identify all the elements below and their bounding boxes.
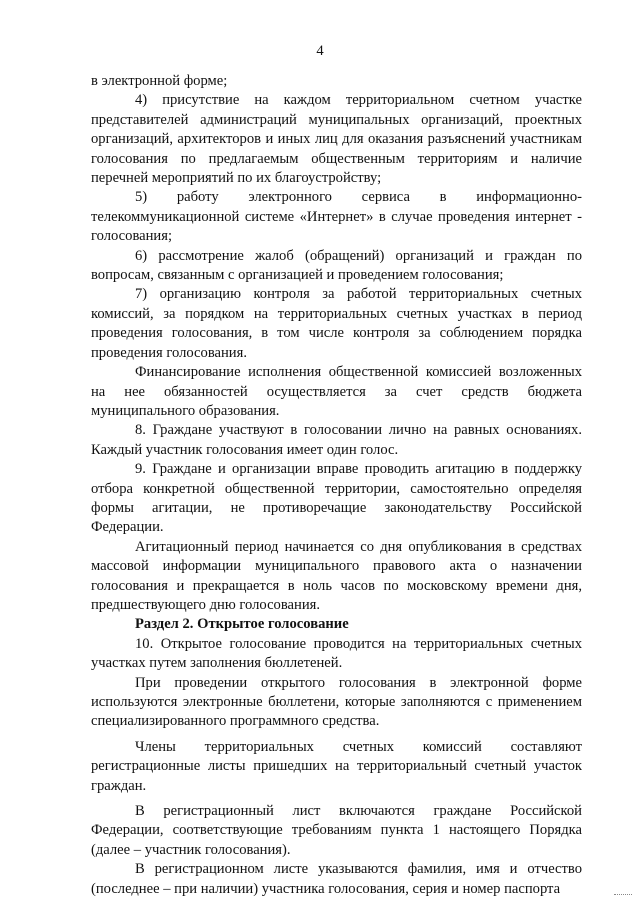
- paragraph-item-7: 7) организацию контроля за работой территориальных счетных комиссий, за порядком на территориальных счетных участках в период проведения голосования, в том числе контроля за соблюдением порядка проведения голосования.: [91, 286, 582, 361]
- paragraph-agitation-period: Агитационный период начинается со дня опубликования в средствах массовой информации муниципального правового акта о назначении голосования и прекращается в ноль часов по московскому времени дня, предшествующего дню голосования.: [91, 538, 582, 613]
- paragraph-registration-details: В регистрационном листе указываются фамилия, имя и отчество (последнее – при наличии) участника голосования, серия и номер паспорта: [91, 861, 582, 897]
- paragraph-electronic-voting: При проведении открытого голосования в электронной форме используются электронные бюллетени, которые заполняются с применением специализированного программного средства.: [91, 674, 582, 730]
- paragraph-item-5: 5) работу электронного сервиса в информационно-телекоммуникационной системе «Интернет» в случае проведения интернет - голосования;: [91, 189, 582, 245]
- paragraph-clause-9: 9. Граждане и организации вправе проводить агитацию в поддержку отбора конкретной общественной территории, самостоятельно определяя формы агитации, не противоречащие законодательству Российской Федерации.: [91, 461, 582, 536]
- section-title: Раздел 2. Открытое голосование: [135, 616, 349, 633]
- paragraph-financing: Финансирование исполнения общественной комиссией возложенных на нее обязанностей осуществляется за счет средств бюджета муниципального образования.: [91, 364, 582, 419]
- page-number: 4: [316, 43, 324, 59]
- paragraph-commission-members: Члены территориальных счетных комиссий составляют регистрационные листы пришедших на территориальный счетный участок граждан.: [91, 738, 582, 794]
- scan-artifact: [614, 894, 632, 899]
- paragraph-item-6: 6) рассмотрение жалоб (обращений) организаций и граждан по вопросам, связанным с организацией и проведением голосования;: [91, 247, 582, 284]
- paragraph: в электронной форме;: [91, 73, 228, 89]
- paragraph-item-4: 4) присутствие на каждом территориальном счетном участке представителей администраций муниципальных организаций, проектных организаций, архитекторов и иных лиц для оказания разъяснений участникам голосования по предлагаемым общественным территориям и наличие перечней мероприятий по их благоустройству;: [91, 92, 582, 187]
- paragraph-clause-10: 10. Открытое голосование проводится на территориальных счетных участках путем заполнения бюллетеней.: [91, 635, 582, 672]
- paragraph-clause-8: 8. Граждане участвуют в голосовании лично на равных основаниях. Каждый участник голосования имеет один голос.: [91, 422, 582, 458]
- paragraph-registration-list: В регистрационный лист включаются граждане Российской Федерации, соответствующие требованиям пункта 1 настоящего Порядка (далее – участник голосования).: [91, 803, 582, 858]
- document-body: [91, 72, 582, 899]
